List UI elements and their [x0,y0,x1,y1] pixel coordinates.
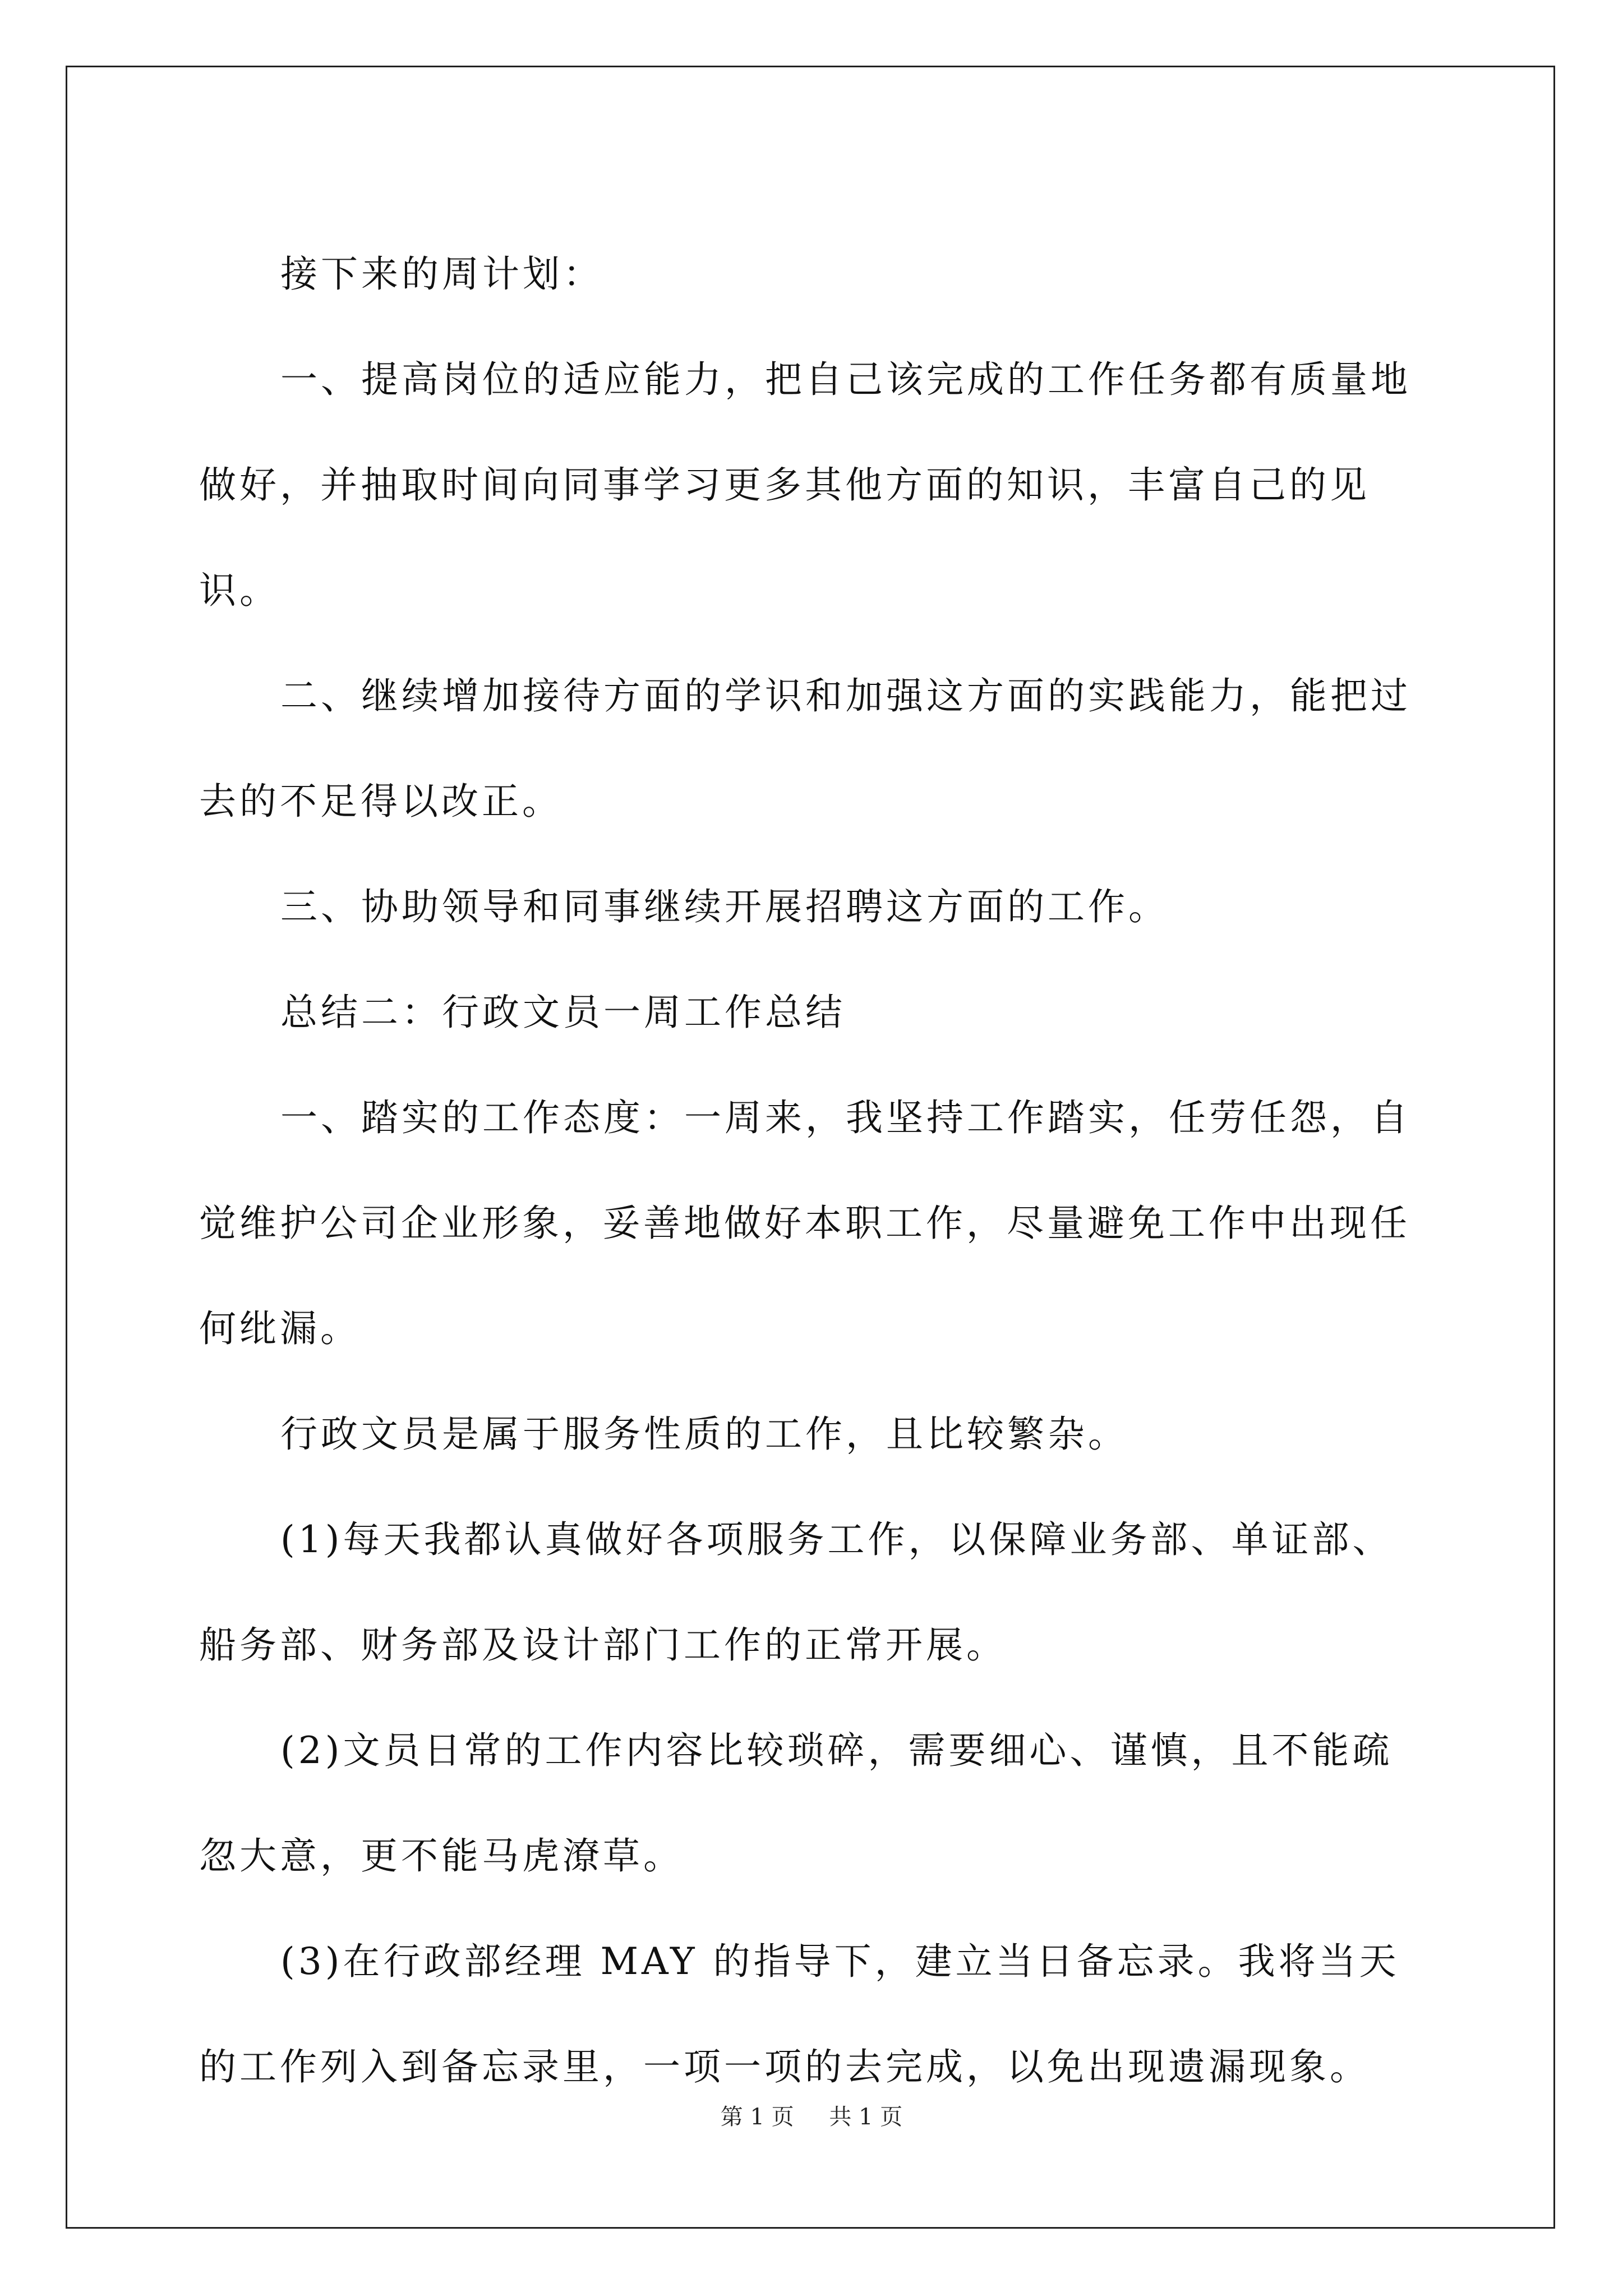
paragraph: 一、提高岗位的适应能力，把自己该完成的工作任务都有质量地做好，并抽取时间向同事学习更多其他方面的知识，丰富自己的见识。 [199,358,1411,612]
paragraph: 接下来的周计划： [280,252,603,296]
paragraph: 三、协助领导和同事继续开展招聘这方面的工作。 [280,885,1169,928]
page-total: 共 1 页 [829,2104,903,2130]
paragraph: 行政文员是属于服务性质的工作，且比较繁杂。 [280,1412,1128,1456]
page-footer [0,2099,1623,2131]
paragraph: (2)文员日常的工作内容比较琐碎，需要细心、谨慎，且不能疏忽大意，更不能马虎潦草。 [199,1729,1393,1878]
paragraph: (1)每天我都认真做好各项服务工作，以保障业务部、单证部、船务部、财务部及设计部门工作的正常开展。 [199,1518,1393,1667]
document-body [199,222,1427,2120]
paragraph: (3)在行政部经理 MAY 的指导下，建立当日备忘录。我将当天的工作列入到备忘录里，一项一项的去完成，以免出现遗漏现象。 [199,1940,1400,2088]
paragraph: 二、继续增加接待方面的学识和加强这方面的实践能力，能把过去的不足得以改正。 [199,674,1411,823]
paragraph: 总结二：行政文员一周工作总结 [280,991,846,1034]
page-number: 第 1 页 [720,2104,794,2130]
paragraph: 一、踏实的工作态度：一周来，我坚持工作踏实，任劳任怨，自觉维护公司企业形象，妥善地做好本职工作，尽量避免工作中出现任何纰漏。 [199,1096,1411,1350]
